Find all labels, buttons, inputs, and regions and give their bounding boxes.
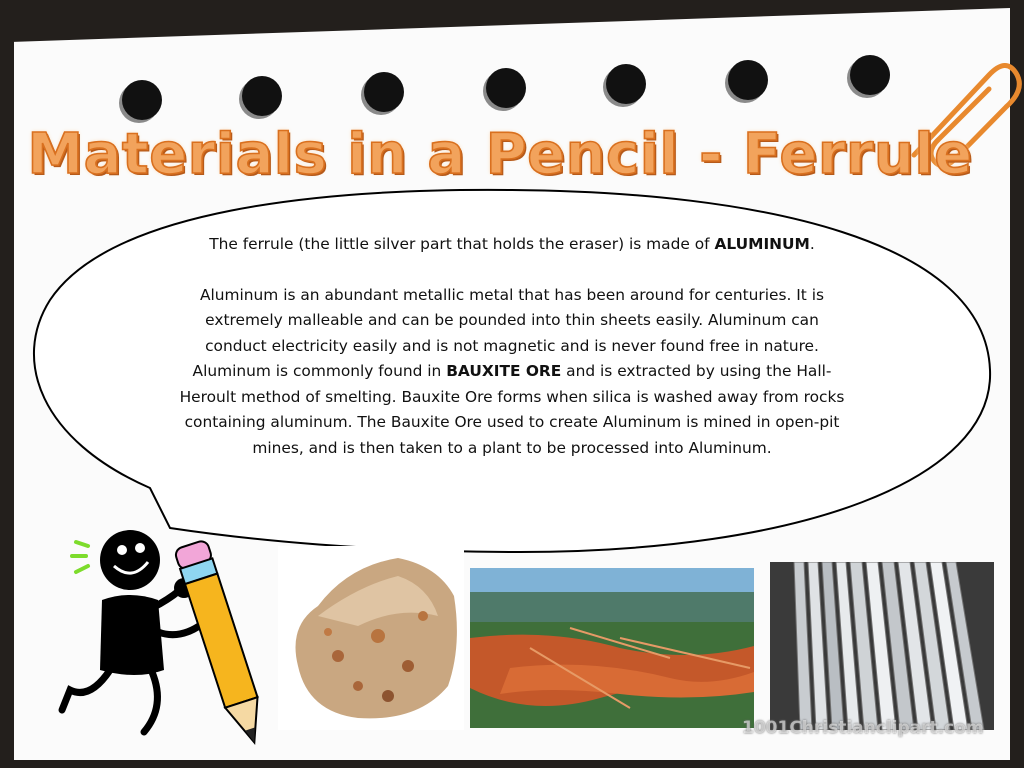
paragraph-1: The ferrule (the little silver part that holds the eraser) is made of ALUMINUM.	[209, 235, 815, 253]
watermark: 1001Christianclipart.com	[742, 718, 984, 738]
pencil-character-icon	[40, 520, 280, 760]
page-title: Materials in a Pencil - Ferrule	[27, 122, 973, 187]
open-pit-mine-photo	[470, 568, 754, 728]
paragraph-2: Aluminum is an abundant metallic metal that has been around for centuries. It is extremely malleable and can be pounded into thin sheets easily. Aluminum can conduct electricity easily and is not magnetic and is never found free in nature. Aluminum is commonly found in BAUXITE ORE and is extracted by using the Hall-Heroult method of smelting. Bauxite Ore forms when silica is washed away from rocks containing aluminum. The Bauxite Ore used to create Aluminum is mined in open-pit mines, and is then taken to a plant to be processed into Aluminum.	[179, 285, 845, 457]
bauxite-highlight: BAUXITE ORE	[446, 362, 562, 380]
aluminum-bars-photo	[770, 562, 994, 730]
bubble-text	[178, 232, 846, 461]
bauxite-ore-photo	[278, 546, 464, 730]
aluminum-highlight: ALUMINUM	[714, 235, 810, 253]
